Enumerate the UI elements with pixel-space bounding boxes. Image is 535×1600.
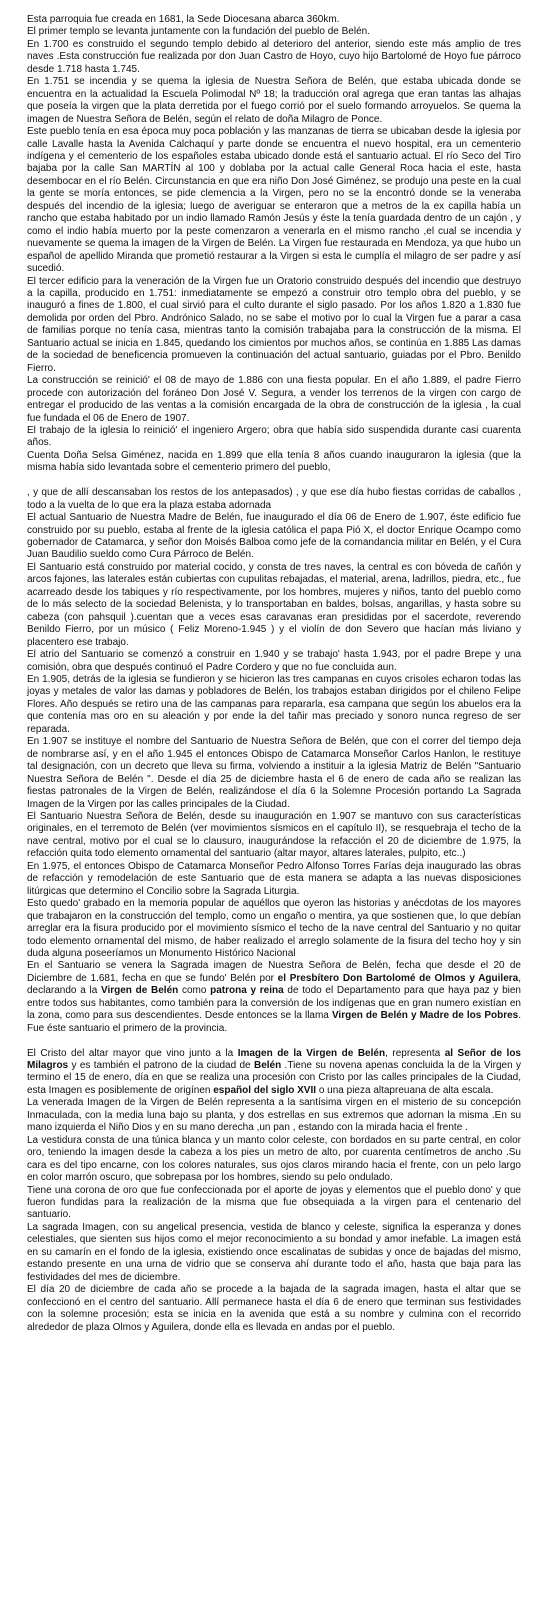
paragraph: El primer templo se levanta juntamente con la fundación del pueblo de Belén. (27, 26, 370, 38)
paragraph: El actual Santuario de Nuestra Madre de Belén, fue inaugurado el día 06 de Enero de 1.907, éste edificio fue construido por su pueblo, estaba al frente de la iglesia católica el papa Pió X, el doctor Enrique Ocampo como gobernador de Catamarca, y señor don Moisés Balboa como jefe de la comandancia militar en Belén, y el Cura Juan Baudilio sueldo como Cura Párroco de Belén. (27, 512, 521, 561)
paragraph: Esta parroquia fue creada en 1681, la Sede Diocesana abarca 360km. (27, 14, 340, 25)
paragraph: En 1.975, el entonces Obispo de Catamarca Monseñor Pedro Alfonso Torres Farías deja inaugurado las obras de refacción y remodelación de este Santuario que de esta manera se adapta a las nuevas disposiciones litúrgicas que determino el Concilio sobre la Sagrada Liturgia. (27, 860, 521, 897)
paragraph: Cuenta Doña Selsa Giménez, nacida en 1.899 que ella tenía 8 años cuando inauguraron la iglesia (que la misma había sido levantada sobre el cementerio primero del pueblo, (27, 449, 521, 474)
paragraph: La venerada Imagen de la Virgen de Belén representa a la santísima virgen en el misterio de su concepción Inmaculada, con la media luna bajo su planta, y dos estrellas en sus extremos que adornan la misma .En su mano izquierda el Niño Dios y en su mano derecha ,un pan , estando con la mirada hacia el frente . (27, 1097, 521, 1134)
paragraph: El Santuario está construido por material cocido, y consta de tres naves, la central es con bóveda de cañón y arcos fajones, las laterales están cubiertas con cupulitas rebajadas, el material, arena, ladrillos, piedra, etc., fue acarreado desde los tabiques y río respectivamente, por los hombres, mujeres y niños, tanto del pueblo como de lo más selecto de la sociedad Belenista, y lo transportaban en baldes, bolsas, angarillas, y hasta sobre su cabeza (con pahsquil ).cuentan que a veces esas caravanas eran presididas por el sacerdote, reverendo Benildo Fierro, por un músico ( Feliz Moreno-1.945 ) y el violín de don Severo que hacían más liviano y placentero ese trabajo. (27, 561, 521, 648)
paragraph: El tercer edificio para la veneración de la Virgen fue un Oratorio construido después del incendio que destruyo a la capilla, producido en 1.751: inmediatamente se empezó a construir otro templo obra del pueblo, y se inauguró a fines de 1.800, el cual sirvió para el culto durante el siglo pasado. Por los años 1.820 a 1.830 fue demolida por orden del Pbro. Andrónico Salado, no se sabe el motivo por lo cual la Virgen fue a parar a casa de familias porque no tenía casa, mientras tanto la comisión trabajaba para la construcción de la misma. El Santuario actual se inicia en 1.845, quedando los cimientos por muchos años, se continúa en 1.885 Las damas de la sociedad de beneficencia promueven la continuación del actual santuario, guiadas por el Pbro. Benildo Fierro. (27, 275, 521, 374)
paragraph: Este pueblo tenía en esa época muy poca población y las manzanas de tierra se ubicaban desde la iglesia por calle Lavalle hasta la Avenida Calchaquí y parte donde se encuentra el nuevo hospital, era un cementerio indígena y el cementerio de los españoles estaba ubicado donde está el santuario actual. El río Seco del Tiro bajaba por la calle San MARTÍN al 100 y doblaba por la actual calle General Roca hacia el este, hasta desembocar en el río Belén. Circunstancia en que era niño Don José Giménez, se produjo una peste en la cual la gente se moría entonces, se pide clemencia a la Virgen, pero no se la encontró donde se la veneraba después del incendio de la iglesia; luego de averiguar se enteraron que a metros de la ex capilla había un rancho que estaba habitado por un indio llamado Ramón Jesús y éste la tenía guardada dentro de un cajón , y como el indio había muerto por la peste comenzaron a venerarla en el mismo rancho ,el cual se incendia y nuevamente se quema la imagen de la Virgen de Belén. La Virgen fue restaurada en Mendoza, ya que hubo un español de apellido Miranda que prometió restaurar a la Virgen si esta le cumplía el milagro de ser padre y así sucedió. (27, 126, 521, 275)
paragraph: Esto quedo' grabado en la memoria popular de aquéllos que oyeron las historias y anécdotas de los mayores que trabajaron en la construcción del templo, como un engaño o mentira, ya que sostienen que, lo que debían arreglar era la fisura producido por el movimiento sísmico el techo de la nave central del Santuario y no quitar todo elemento ornamental del mismo, de haber realizado el arreglo solamente de la fisura del techo hoy y sin duda alguna poseeríamos un Monumento Histórico Nacional (27, 898, 521, 959)
paragraph: En el Santuario se venera la Sagrada imagen de Nuestra Señora de Belén, fecha que desde el 20 de Diciembre de 1.681, fecha en que se fundo' Belén por el Presbítero Don Bartolomé de Olmos y Aguilera, declarando a la Virgen de Belén como patrona y reina de todo el Departamento para que haya paz y bien entre todos sus habitantes, como también para la conversión de los indígenas que en gran numero existían en la zona, como para sus descendientes. Desde entonces se la llama Virgen de Belén y Madre de los Pobres. Fue éste santuario el primero de la provincia. (27, 960, 522, 1034)
paragraph: El trabajo de la iglesia lo reinició' el ingeniero Argero; obra que había sido suspendida durante casi cuarenta años. (27, 424, 521, 449)
paragraph-spacer (27, 1035, 521, 1047)
paragraph: , y que de allí descansaban los restos de los antepasados) , y que ese día hubo fiestas corridas de caballos , todo a la vuelta de lo que era la plaza estaba adornada (27, 487, 521, 511)
paragraph: Tiene una corona de oro que fue confeccionada por el aporte de joyas y elementos que el pueblo dono' y que fueron fundidas para la realización de la misma que fue obsequiada a la virgen para el centenario del santuario. (27, 1184, 521, 1221)
paragraph: En 1.907 se instituye el nombre del Santuario de Nuestra Señora de Belén, que con el correr del tiempo deja de nombrarse así, y en el año 1.945 el entonces Obispo de Catamarca Monseñor Carlos Hanlon, le restituye tal designación, con un decreto que lleva su firma, volviendo a instituir a la iglesia Matriz de Belén "Santuario Nuestra Señora de Belén ". Desde el día 25 de diciembre hasta el 6 de enero de cada año se realizan las fiestas patronales de la Virgen de Belén, realizándose el día 6 la Solemne Procesión portando La Sagrada Imagen de la Virgen por las calles principales de la Ciudad. (27, 736, 521, 810)
paragraph: En 1.700 es construido el segundo templo debido al deterioro del anterior, siendo este más amplio de tres naves .Esta construcción fue realizada por don Juan Castro de Hoyo, cuyo hijo Bartolomé de Hoyo fue párroco desde 1.718 hasta 1.745. (27, 38, 521, 75)
paragraph: El Santuario Nuestra Señora de Belén, desde su inauguración en 1.907 se mantuvo con sus características originales, en el terremoto de Belén (ver movimientos sísmicos en el capítulo II), se resquebraja el techo de la nave central, motivo por el cual se lo clausuro, inaugurándose la refacción el 20 de diciembre de 1.975, la refacción quita todo elemento ornamental del santuario (altar mayor, altares laterales, pulpito, etc..) (27, 810, 521, 860)
paragraph-spacer (27, 475, 521, 487)
paragraph: La vestidura consta de una túnica blanca y un manto color celeste, con bordados en su parte central, en color oro, teniendo la imagen desde la cabeza a los pies un metro de alto, por cuarenta centímetros de ancho .Su cara es del tipo encarne, con los colores naturales, sus ojos claros mirando hacia el frente, con un pelo largo en color marrón oscuro, que sobrepasa por los hombres, siendo su pelo ondulado. (27, 1134, 521, 1184)
paragraph: La construcción se reinició' el 08 de mayo de 1.886 con una fiesta popular. En el año 1.889, el padre Fierro procede con autorización del foráneo Don José V. Segura, a vender los terrenos de la virgen con cargo de entregar el producido de las ventas a la comisión encargada de la obra de construcción de la iglesia , la cual fue fundada el 06 de Enero de 1907. (27, 375, 521, 424)
paragraph: En 1.751 se incendia y se quema la iglesia de Nuestra Señora de Belén, que estaba ubicada donde se encuentra en la actualidad la Escuela Polimodal Nº 18; la traducción oral agrega que eran tantas las alhajas que poseía la virgen que la plata derretida por el fuego corrió por el suelo formando arroyuelos. Se quema la imagen de Nuestra Señora de Belén, según el relato de doña Milagro de Ponce. (27, 76, 521, 125)
paragraph: El Cristo del altar mayor que vino junto a la Imagen de la Virgen de Belén, representa al Señor de los Milagros y es también el patrono de la ciudad de Belén .Tiene su novena apenas concluida la de la Virgen y termino el 15 de enero, día en que se realiza una procesión con Cristo por las calles principales de la Ciudad, esta Imagen es posiblemente de origínen español del siglo XVII o una pieza altapreuana de alta escala. (27, 1047, 521, 1096)
paragraph: El atrio del Santuario se comenzó a construir en 1.940 y se trabajo' hasta 1.943, por el padre Brepe y una comisión, obra que después continuó el Padre Cordero y que no fue concluida aun. (27, 649, 521, 673)
paragraph: La sagrada Imagen, con su angelical presencia, vestida de blanco y celeste, significa la esperanza y dones celestiales, que sienten sus hijos como el mejor reconocimiento a su bondad y amor inefable. La imagen está en su camarín en el fondo de la iglesia, existiendo once escalinatas de subidas y once de bajadas del mismo, estando presente en una urna de vidrio que se conserva ahí durante todo el año, hasta que baja para las festividades del mes de diciembre. (27, 1221, 521, 1283)
paragraph: En 1.905, detrás de la iglesia se fundieron y se hicieron las tres campanas en cuyos crisoles echaron todas las joyas y metales de valor las damas y pobladores de Belén, los trabajos estaban dirigidos por el chileno Felipe Flores. Año después se retiro una de las campanas para repararla, esa campana que según los abuelos era la que contenía mas oro en su aleación y por ende la del tañir mas preciado y sonoro nunca regreso de ser reparada. (27, 674, 521, 735)
paragraph: El día 20 de diciembre de cada año se procede a la bajada de la sagrada imagen, hasta el altar que se confeccionó en el centro del santuario. Allí permanece hasta el día 6 de enero que terminan sus festividades con la solemne procesión; esta se inicia en la avenida que está a su nombre y culmina con el recorrido alrededor de plaza Olmos y Aguilera, donde ella es llevada en andas por el pueblo. (27, 1284, 521, 1333)
